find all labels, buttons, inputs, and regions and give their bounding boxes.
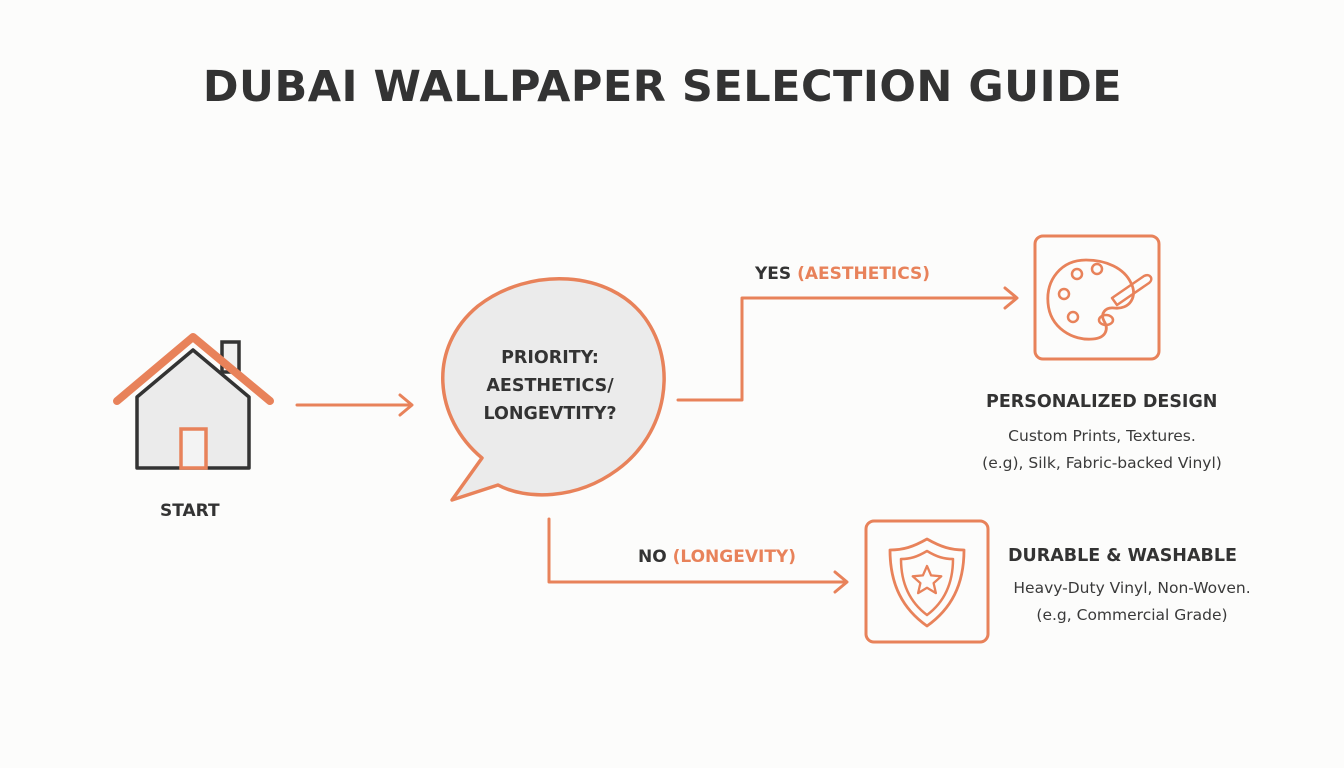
house-icon xyxy=(117,337,270,468)
shield-star-icon xyxy=(866,521,988,642)
personalized-desc-line-2: (e.g), Silk, Fabric-backed Vinyl) xyxy=(982,454,1222,472)
decision-line-3: LONGEVTITY? xyxy=(483,404,617,424)
personalized-desc-line-1: Custom Prints, Textures. xyxy=(1008,427,1196,445)
durable-desc-line-2: (e.g, Commercial Grade) xyxy=(1036,606,1228,624)
arrow-yes-branch xyxy=(678,288,1017,400)
palette-icon xyxy=(1035,236,1159,359)
no-accent-text: (LONGEVITY) xyxy=(672,547,797,567)
personalized-design-title: PERSONALIZED DESIGN xyxy=(986,392,1218,412)
durable-desc-line-1: Heavy-Duty Vinyl, Non-Woven. xyxy=(1013,579,1251,597)
yes-accent-text: (AESTHETICS) xyxy=(797,264,931,284)
decision-line-2: AESTHETICS/ xyxy=(486,376,614,396)
durable-washable-desc xyxy=(998,575,1266,629)
no-branch-label xyxy=(638,547,796,567)
arrow-start-to-decision xyxy=(297,395,412,415)
decision-line-1: PRIORITY: xyxy=(501,348,599,368)
personalized-design-desc xyxy=(962,423,1242,477)
decision-question xyxy=(462,344,638,428)
yes-prefix: YES xyxy=(755,264,798,284)
durable-washable-title: DURABLE & WASHABLE xyxy=(1008,546,1237,566)
page-title: DUBAI WALLPAPER SELECTION GUIDE xyxy=(202,62,1123,112)
yes-branch-label xyxy=(755,264,930,284)
no-prefix: NO xyxy=(638,547,673,567)
start-label: START xyxy=(160,501,220,521)
